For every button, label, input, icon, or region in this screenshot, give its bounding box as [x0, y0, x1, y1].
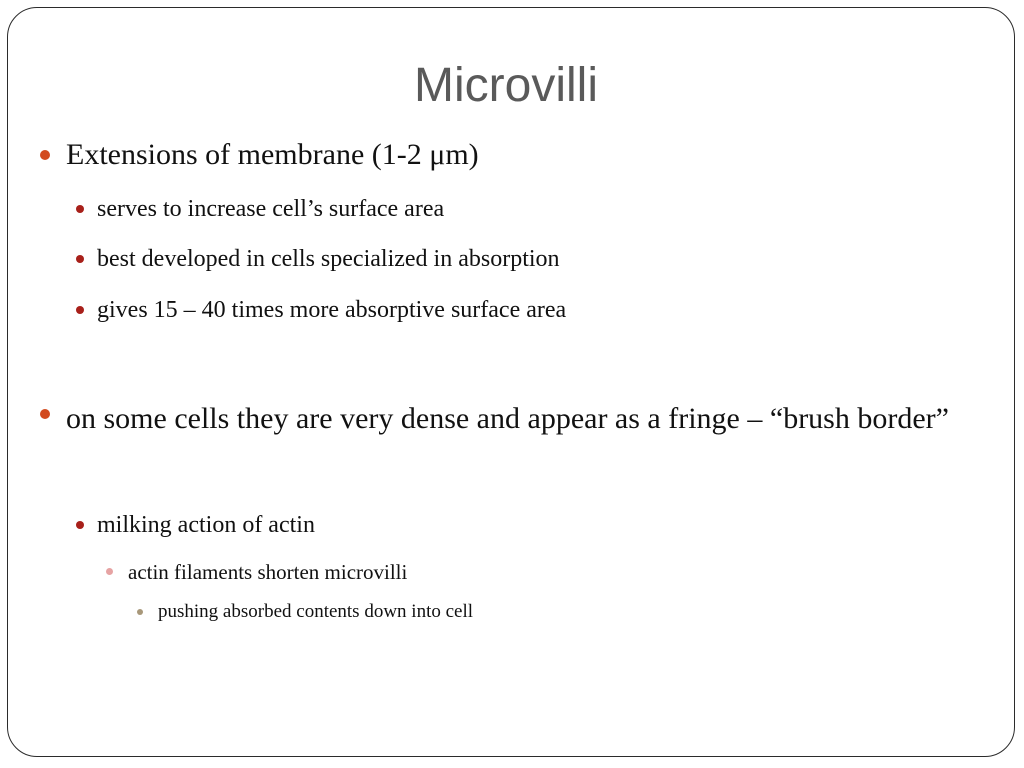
- bullet-level2-icon: [76, 306, 84, 314]
- bullet-text-times-more: gives 15 – 40 times more absorptive surface area: [97, 297, 567, 323]
- bullet-level3-icon: [106, 568, 113, 575]
- bullet-level2-icon: [76, 205, 84, 213]
- bullet-text-pushing: pushing absorbed contents down into cell: [158, 601, 474, 622]
- bullet-text-brush-border: on some cells they are very dense and appear as a fringe – “brush border”: [66, 402, 949, 435]
- bullet-level2-icon: [76, 521, 84, 529]
- slide-title: Microvilli: [414, 59, 598, 112]
- bullet-text-extensions: Extensions of membrane (1-2 μm): [66, 138, 479, 171]
- bullet-level4-icon: [137, 609, 143, 615]
- bullet-text-absorption: best developed in cells specialized in absorption: [97, 246, 560, 272]
- bullet-level2-icon: [76, 255, 84, 263]
- slide-frame: [7, 7, 1015, 757]
- bullet-text-filaments: actin filaments shorten microvilli: [128, 560, 408, 584]
- bullet-text-milking: milking action of actin: [97, 512, 315, 538]
- bullet-text-surface-area: serves to increase cell’s surface area: [97, 196, 445, 222]
- bullet-level1-icon: [40, 150, 50, 160]
- bullet-level1-icon: [40, 409, 50, 419]
